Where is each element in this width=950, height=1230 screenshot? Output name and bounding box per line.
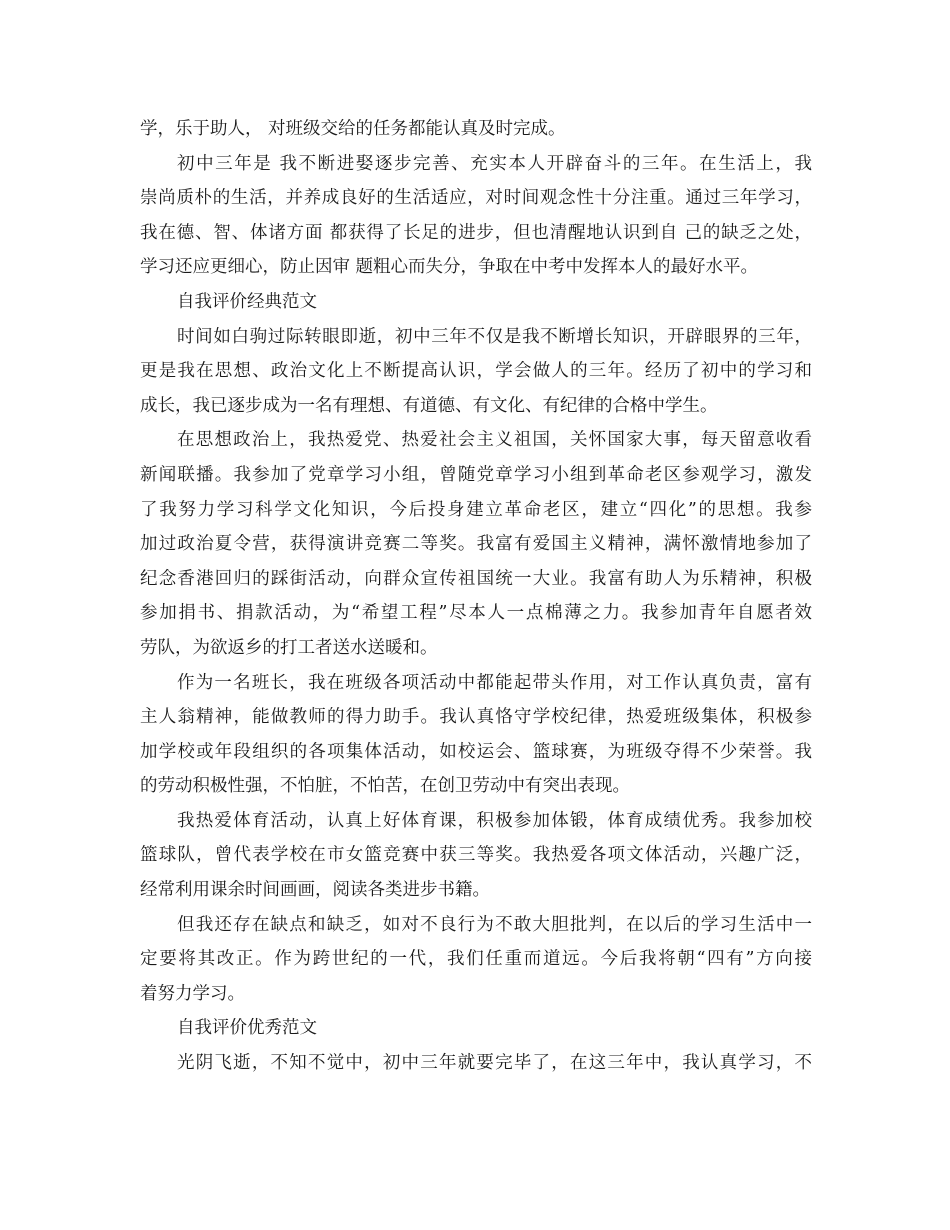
text-line: 学，乐于助人， 对班级交给的任务都能认真及时完成。 [140, 119, 566, 139]
text-line: 自我评价经典范文 [177, 291, 317, 312]
text-line: 在思想政治上，我热爱党、热爱社会主义祖国，关怀国家大事，每天留意收看 [177, 430, 812, 451]
text-line: 纪念香港回归的踩街活动，向群众宣传祖国统一大业。我富有助人为乐精神，积极 [140, 568, 812, 589]
text-line: 加过政治夏令营，获得演讲竞赛二等奖。我富有爱国主义精神，满怀激情地参加了 [140, 534, 812, 555]
text-line: 我在德、智、体诸方面 都获得了长足的进步，但也清醒地认识到自 己的缺乏之处， [140, 222, 812, 243]
text-line: 但我还存在缺点和缺乏，如对不良行为不敢大胆批判，在以后的学习生活中一 [177, 914, 812, 935]
text-line: 成长，我已逐步成为一名有理想、有道德、有文化、有纪律的合格中学生。 [140, 395, 718, 416]
text-line: 时间如白驹过际转眼即逝，初中三年不仅是我不断增长知识，开辟眼界的三年， [177, 326, 812, 347]
text-line: 了我努力学习科学文化知识，今后投身建立革命老区，建立“四化”的思想。我参 [140, 499, 812, 520]
text-line: 自我评价优秀范文 [177, 1018, 317, 1039]
text-line: 劳队，为欲返乡的打工者送水送暖和。 [140, 637, 438, 658]
text-line: 我热爱体育活动，认真上好体育课，积极参加体锻，体育成绩优秀。我参加校 [177, 810, 812, 831]
text-line: 初中三年是 我不断进娶逐步完善、充实本人开辟奋斗的三年。在生活上，我 [177, 153, 812, 174]
document-body [140, 112, 812, 1081]
text-line: 定要将其改正。作为跨世纪的一代，我们任重而道远。今后我将朝“四有”方向接 [140, 949, 812, 970]
text-line: 光阴飞逝，不知不觉中，初中三年就要完毕了，在这三年中，我认真学习，不 [177, 1053, 812, 1074]
text-line: 参加捐书、捐款活动，为“希望工程”尽本人一点棉薄之力。我参加青年自愿者效 [140, 603, 812, 624]
text-line: 加学校或年段组织的各项集体活动，如校运会、篮球赛，为班级夺得不少荣誉。我 [140, 741, 812, 762]
text-line: 篮球队，曾代表学校在市女篮竞赛中获三等奖。我热爱各项文体活动，兴趣广泛， [140, 845, 812, 866]
text-line: 的劳动积极性强，不怕脏，不怕苦，在创卫劳动中有突出表现。 [140, 776, 630, 797]
text-line: 作为一名班长，我在班级各项活动中都能起带头作用，对工作认真负责，富有 [177, 672, 812, 693]
text-line: 学习还应更细心，防止因审 题粗心而失分，争取在中考中发挥本人的最好水平。 [140, 257, 759, 278]
text-line: 更是我在思想、政治文化上不断提高认识，学会做人的三年。经历了初中的学习和 [140, 361, 812, 382]
text-line: 主人翁精神，能做教师的得力助手。我认真恪守学校纪律，热爱班级集体，积极参 [140, 707, 812, 728]
text-line: 经常利用课余时间画画，阅读各类进步书籍。 [140, 880, 490, 901]
text-line: 崇尚质朴的生活，并养成良好的生活适应，对时间观念性十分注重。通过三年学习， [140, 188, 812, 209]
text-line: 新闻联播。我参加了党章学习小组，曾随党章学习小组到革命老区参观学习，激发 [140, 464, 812, 485]
text-line: 着努力学习。 [140, 983, 245, 1004]
